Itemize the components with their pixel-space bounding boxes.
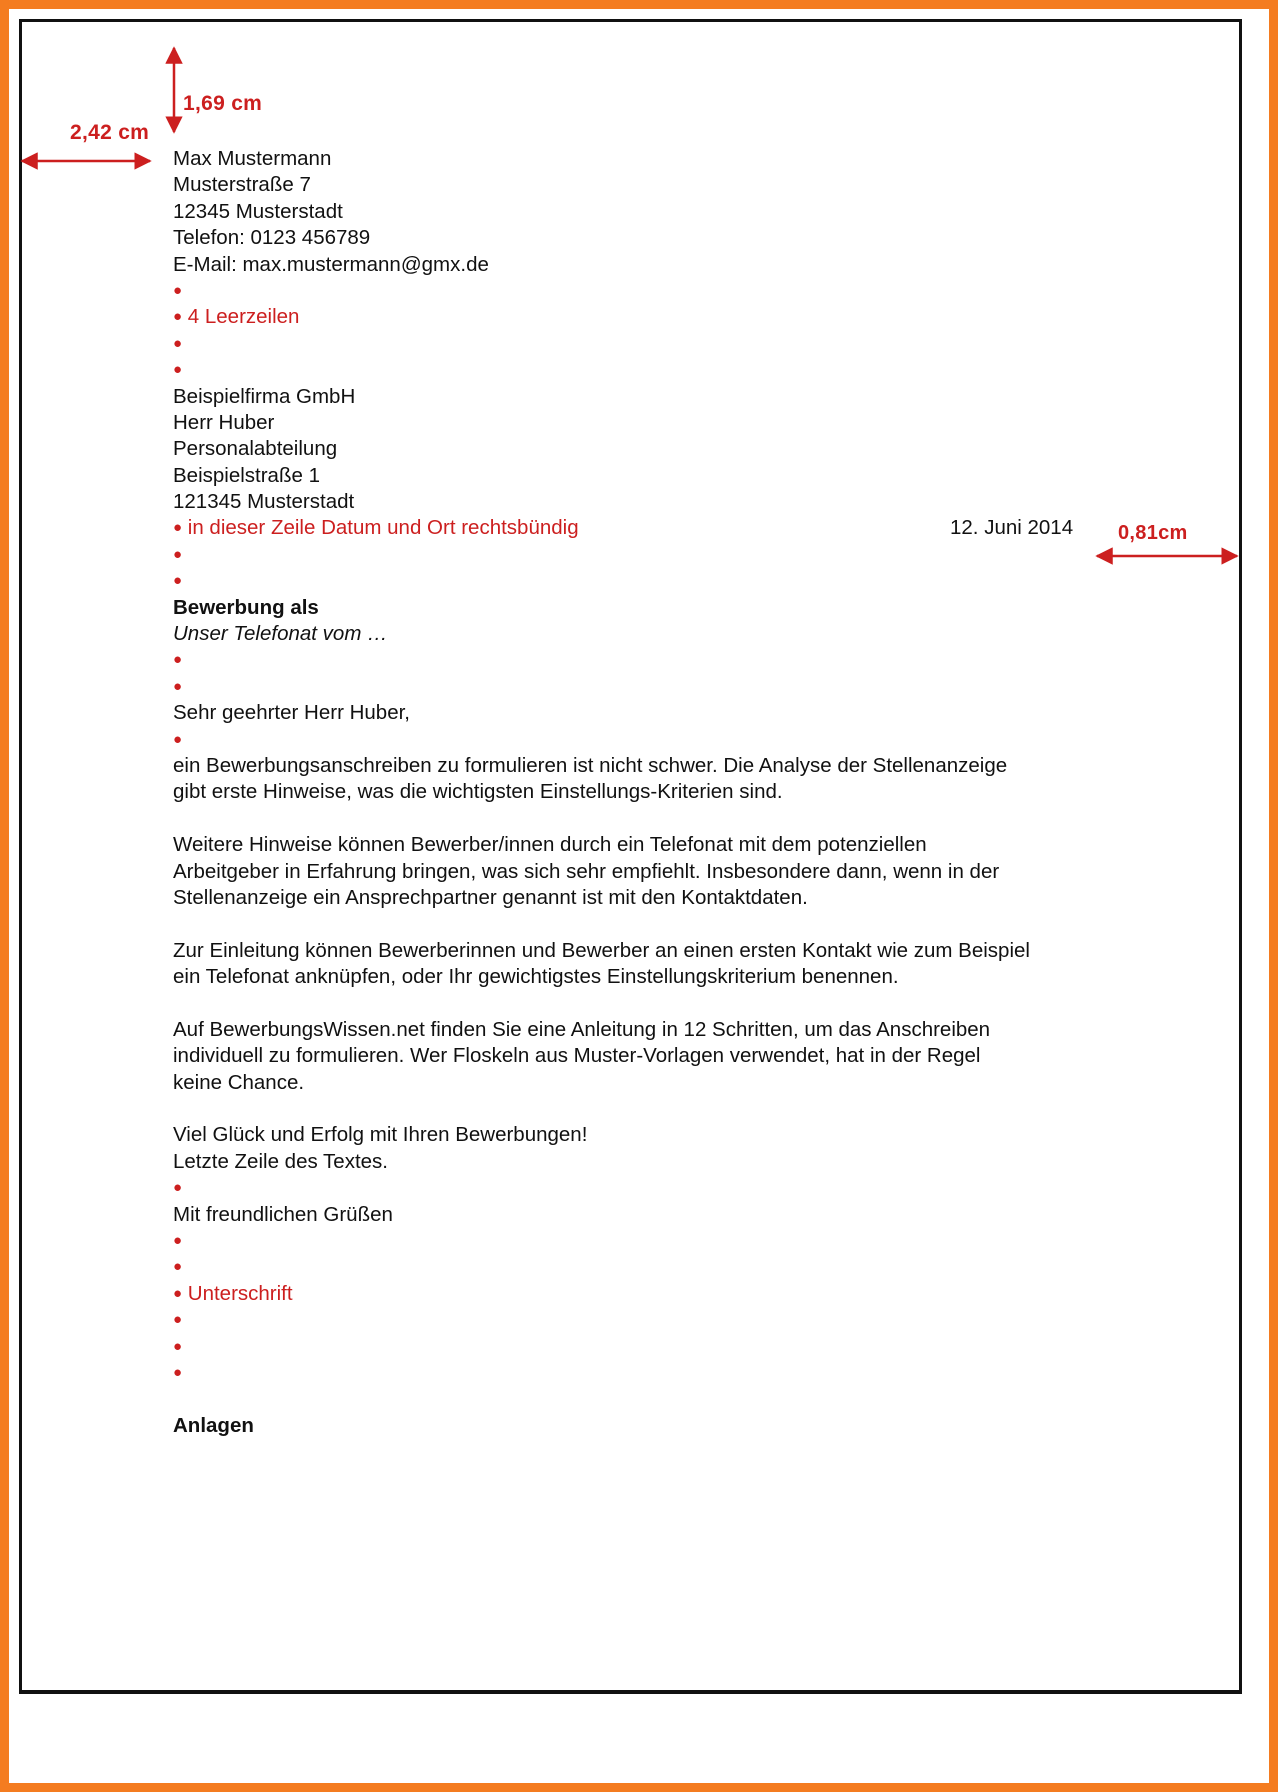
empty-line-marker <box>173 647 1173 673</box>
bullet-dot: ● <box>173 677 183 695</box>
hint-leerzeilen: 4 Leerzeilen <box>187 305 300 329</box>
body-line: keine Chance. <box>173 1070 305 1094</box>
bullet-dot: ● <box>173 1284 183 1302</box>
empty-line-marker <box>173 542 1173 568</box>
bullet-dot: ● <box>173 1363 183 1381</box>
bullet-dot: ● <box>173 1258 183 1276</box>
recipient-street: Beispielstraße 1 <box>173 463 320 487</box>
body-line: Letzte Zeile des Textes. <box>173 1149 388 1173</box>
empty-line-marker <box>173 674 1173 700</box>
bullet-dot: ● <box>173 1232 183 1250</box>
bullet-dot: ● <box>173 334 183 352</box>
bullet-dot: ● <box>173 545 183 563</box>
sender-city: 12345 Musterstadt <box>173 199 343 223</box>
empty-line-marker <box>173 1360 1173 1386</box>
empty-line-marker <box>173 1307 1173 1333</box>
salutation: Sehr geehrter Herr Huber, <box>173 701 411 725</box>
empty-line-marker <box>173 357 1173 383</box>
empty-line-marker <box>173 568 1173 594</box>
sender-email: E-Mail: max.mustermann@gmx.de <box>173 252 489 276</box>
empty-line-marker <box>173 1334 1173 1360</box>
empty-line-marker <box>173 1254 1173 1280</box>
reference-line: Unser Telefonat vom … <box>173 622 388 646</box>
signature-line <box>173 1281 1173 1307</box>
body-line: ein Bewerbungsanschreiben zu formulieren ist nicht schwer. Die Analyse der Stellenanzeige <box>173 753 1008 777</box>
bullet-dot: ● <box>173 730 183 748</box>
hint-leerzeilen-line <box>173 304 1173 330</box>
bullet-dot: ● <box>173 361 183 379</box>
hint-date: in dieser Zeile Datum und Ort rechtsbündig <box>187 516 579 540</box>
right-margin-label: 0,81cm <box>1118 522 1188 544</box>
body-line: individuell zu formulieren. Wer Floskeln aus Muster-Vorlagen verwendet, hat in der Regel <box>173 1044 981 1068</box>
top-margin-label: 1,69 cm <box>183 92 263 115</box>
date-line <box>173 515 1173 541</box>
hint-signature: Unterschrift <box>187 1281 293 1305</box>
attachments-label: Anlagen <box>173 1413 254 1437</box>
recipient-person: Herr Huber <box>173 410 275 434</box>
body-line: Zur Einleitung können Bewerberinnen und Bewerber an einen ersten Kontakt wie zum Beispiel <box>173 938 1030 962</box>
left-margin-label: 2,42 cm <box>70 121 150 144</box>
empty-line-marker <box>173 331 1173 357</box>
letter-date: 12. Juni 2014 <box>950 516 1074 540</box>
body-line: ein Telefonat anknüpfen, oder Ihr gewichtigstes Einstellungskriterium benennen. <box>173 965 899 989</box>
body-line: Auf BewerbungsWissen.net finden Sie eine Anleitung in 12 Schritten, um das Anschreiben <box>173 1017 991 1041</box>
bullet-dot: ● <box>173 308 183 326</box>
bullet-dot: ● <box>173 1337 183 1355</box>
empty-line-marker <box>173 1228 1173 1254</box>
body-line: Arbeitgeber in Erfahrung bringen, was sich sehr empfiehlt. Insbesondere dann, wenn in der <box>173 859 1000 883</box>
empty-line-marker <box>173 1175 1173 1201</box>
bullet-dot: ● <box>173 572 183 590</box>
subject-line: Bewerbung als <box>173 595 319 619</box>
closing: Mit freundlichen Grüßen <box>173 1202 393 1226</box>
body-line: Stellenanzeige ein Ansprechpartner genannt ist mit den Kontaktdaten. <box>173 885 808 909</box>
empty-line-marker <box>173 278 1173 304</box>
bullet-dot: ● <box>173 1179 183 1197</box>
sender-phone: Telefon: 0123 456789 <box>173 226 371 250</box>
sender-name: Max Mustermann <box>173 147 332 170</box>
sender-street: Musterstraße 7 <box>173 173 311 197</box>
letter-body <box>173 146 1173 1439</box>
recipient-company: Beispielfirma GmbH <box>173 384 356 408</box>
bullet-dot: ● <box>173 651 183 669</box>
body-line: Weitere Hinweise können Bewerber/innen durch ein Telefonat mit dem potenziellen <box>173 833 927 857</box>
body-line: Viel Glück und Erfolg mit Ihren Bewerbungen! <box>173 1123 588 1147</box>
bullet-dot: ● <box>173 1311 183 1329</box>
recipient-city: 121345 Musterstadt <box>173 490 355 514</box>
recipient-department: Personalabteilung <box>173 437 338 461</box>
bullet-dot: ● <box>173 281 183 299</box>
body-line: gibt erste Hinweise, was die wichtigsten Einstellungs-Kriterien sind. <box>173 780 783 804</box>
bullet-dot: ● <box>173 519 183 537</box>
empty-line-marker <box>173 727 1173 753</box>
